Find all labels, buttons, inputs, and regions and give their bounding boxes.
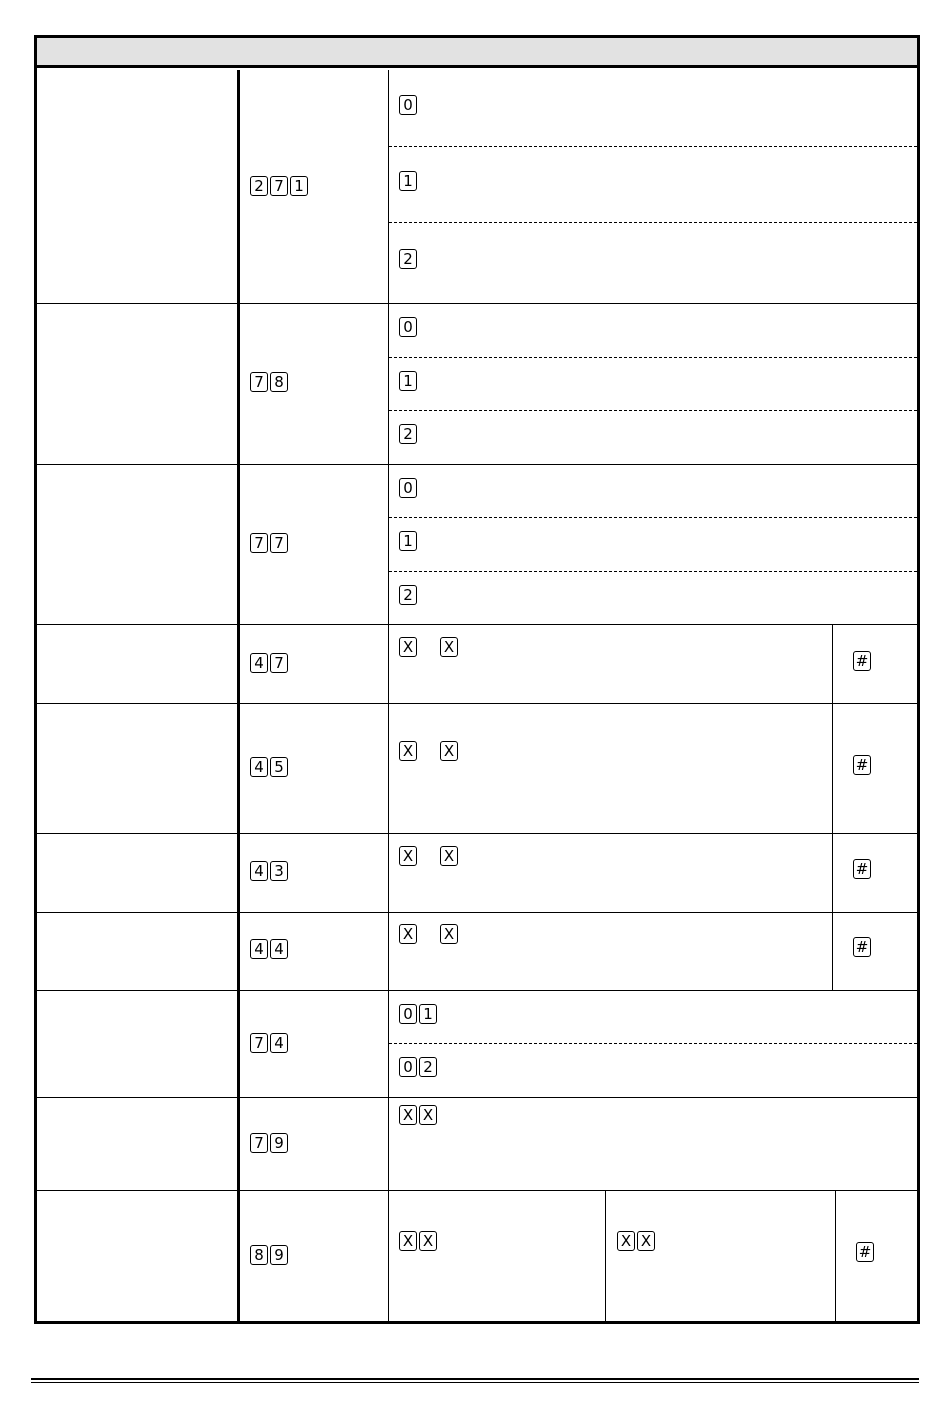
key-hash: # (856, 1242, 874, 1262)
option-divider (389, 357, 917, 358)
entry-keys (399, 1105, 437, 1125)
column-divider (237, 70, 240, 1323)
option-divider (389, 571, 917, 572)
option-keys (399, 95, 417, 115)
option-keys (399, 317, 417, 337)
row-divider (37, 990, 917, 991)
column-divider (605, 1191, 606, 1323)
key-x: X (419, 1105, 437, 1125)
key-x: X (399, 637, 417, 657)
settings-table (34, 35, 920, 1324)
entry-gap (417, 924, 440, 944)
key-x: X (399, 1105, 417, 1125)
code-keys (250, 372, 288, 392)
option-keys (399, 478, 417, 498)
entry-gap (417, 637, 440, 657)
row-divider (37, 464, 917, 465)
column-divider (832, 625, 833, 990)
key-2: 2 (399, 424, 417, 444)
code-keys (250, 1133, 288, 1153)
option-keys (399, 1057, 437, 1077)
key-1: 1 (399, 531, 417, 551)
key-hash: # (853, 755, 871, 775)
entry-keys (399, 637, 458, 657)
key-2: 2 (399, 249, 417, 269)
confirm-keys (853, 859, 871, 879)
key-8: 8 (270, 372, 288, 392)
key-1: 1 (399, 371, 417, 391)
entry-gap (417, 741, 440, 761)
confirm-keys (853, 651, 871, 671)
key-x: X (399, 924, 417, 944)
confirm-keys (856, 1242, 874, 1262)
table-header (37, 38, 917, 68)
entry-keys (617, 1231, 655, 1251)
key-hash: # (853, 859, 871, 879)
key-x: X (617, 1231, 635, 1251)
option-keys (399, 424, 417, 444)
key-x: X (440, 741, 458, 761)
key-x: X (399, 1231, 417, 1251)
key-x: X (399, 846, 417, 866)
key-x: X (440, 924, 458, 944)
key-4: 4 (270, 1033, 288, 1053)
key-hash: # (853, 651, 871, 671)
column-divider (388, 70, 389, 1323)
key-0: 0 (399, 317, 417, 337)
key-4: 4 (270, 939, 288, 959)
option-divider (389, 517, 917, 518)
column-divider (835, 1191, 836, 1323)
confirm-keys (853, 937, 871, 957)
key-2: 2 (399, 585, 417, 605)
option-keys (399, 249, 417, 269)
row-divider (37, 1097, 917, 1098)
option-keys (399, 1004, 437, 1024)
key-4: 4 (250, 939, 268, 959)
key-4: 4 (250, 861, 268, 881)
confirm-keys (853, 755, 871, 775)
key-7: 7 (250, 372, 268, 392)
key-0: 0 (399, 478, 417, 498)
code-keys (250, 861, 288, 881)
row-divider (37, 833, 917, 834)
code-keys (250, 757, 288, 777)
key-7: 7 (270, 653, 288, 673)
footer-rule (31, 1378, 919, 1383)
option-keys (399, 171, 417, 191)
key-7: 7 (250, 533, 268, 553)
key-9: 9 (270, 1245, 288, 1265)
key-5: 5 (270, 757, 288, 777)
key-2: 2 (419, 1057, 437, 1077)
entry-keys (399, 846, 458, 866)
key-x: X (440, 637, 458, 657)
entry-keys (399, 741, 458, 761)
key-8: 8 (250, 1245, 268, 1265)
key-7: 7 (270, 176, 288, 196)
key-x: X (440, 846, 458, 866)
option-divider (389, 1043, 917, 1044)
code-keys (250, 939, 288, 959)
key-hash: # (853, 937, 871, 957)
key-9: 9 (270, 1133, 288, 1153)
key-1: 1 (399, 171, 417, 191)
key-7: 7 (270, 533, 288, 553)
key-3: 3 (270, 861, 288, 881)
entry-keys (399, 1231, 437, 1251)
key-7: 7 (250, 1033, 268, 1053)
entry-gap (417, 846, 440, 866)
key-x: X (419, 1231, 437, 1251)
key-2: 2 (250, 176, 268, 196)
row-divider (37, 1190, 917, 1191)
row-divider (37, 303, 917, 304)
row-divider (37, 703, 917, 704)
key-4: 4 (250, 757, 268, 777)
key-0: 0 (399, 95, 417, 115)
key-0: 0 (399, 1057, 417, 1077)
key-1: 1 (419, 1004, 437, 1024)
code-keys (250, 653, 288, 673)
option-keys (399, 585, 417, 605)
row-divider (37, 624, 917, 625)
option-keys (399, 371, 417, 391)
option-divider (389, 222, 917, 223)
key-x: X (637, 1231, 655, 1251)
row-divider (37, 912, 917, 913)
key-4: 4 (250, 653, 268, 673)
code-keys (250, 176, 308, 196)
option-keys (399, 531, 417, 551)
code-keys (250, 1033, 288, 1053)
entry-keys (399, 924, 458, 944)
key-7: 7 (250, 1133, 268, 1153)
code-keys (250, 1245, 288, 1265)
option-divider (389, 146, 917, 147)
key-x: X (399, 741, 417, 761)
key-0: 0 (399, 1004, 417, 1024)
option-divider (389, 410, 917, 411)
code-keys (250, 533, 288, 553)
key-1: 1 (290, 176, 308, 196)
